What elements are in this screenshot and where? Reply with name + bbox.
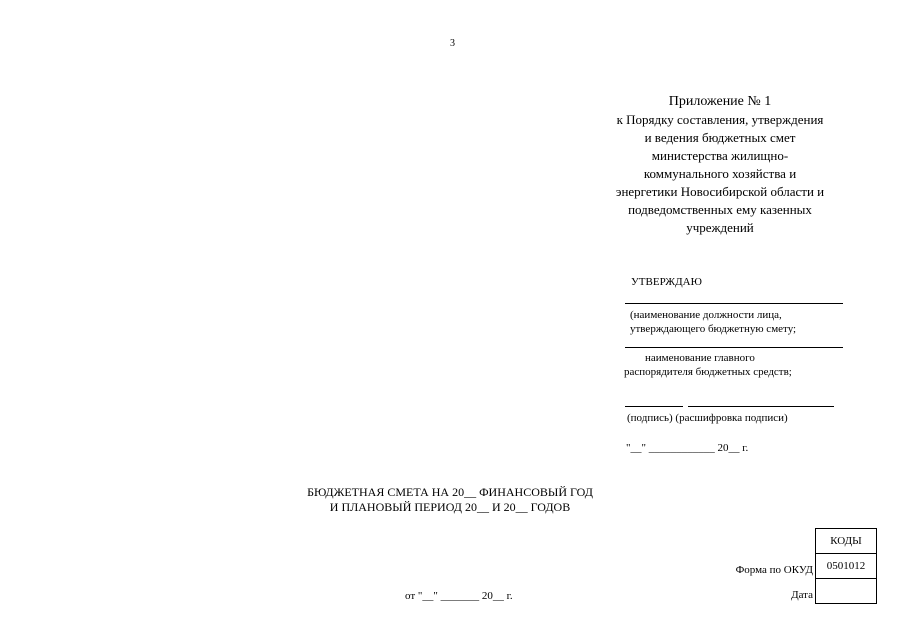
position-line — [625, 303, 843, 304]
appendix-line: энергетики Новосибирской области и — [615, 184, 825, 199]
codes-table — [815, 528, 877, 604]
date-label: Дата — [791, 589, 813, 601]
appendix-line: к Порядку составления, утверждения — [616, 112, 824, 127]
okud-code: 0501012 — [816, 554, 877, 579]
appendix-block — [590, 93, 850, 237]
manager-line — [625, 347, 843, 348]
okud-label: Форма по ОКУД — [735, 564, 813, 576]
document-date: от "__" _______ 20__ г. — [405, 590, 513, 602]
appendix-line: коммунального хозяйства и — [643, 166, 797, 181]
page-number: 3 — [450, 38, 455, 49]
appendix-line: и ведения бюджетных смет — [644, 130, 796, 145]
appendix-line: подведомственных ему казенных — [628, 202, 812, 217]
document-title-line: И ПЛАНОВЫЙ ПЕРИОД 20__ И 20__ ГОДОВ — [329, 500, 571, 514]
document-title-line: БЮДЖЕТНАЯ СМЕТА НА 20__ ФИНАНСОВЫЙ ГОД — [307, 485, 593, 499]
codes-header: КОДЫ — [816, 529, 877, 554]
date-code — [816, 579, 877, 604]
manager-caption: наименование главного — [645, 352, 755, 364]
signature-decoding-line — [688, 406, 834, 407]
signature-line — [625, 406, 683, 407]
appendix-line: учреждений — [686, 220, 754, 235]
appendix-line: министерства жилищно- — [651, 148, 789, 163]
approve-heading: УТВЕРЖДАЮ — [631, 276, 702, 288]
appendix-title: Приложение № 1 — [668, 94, 772, 109]
approval-date-line: "__" ____________ 20__ г. — [626, 442, 749, 454]
manager-caption: распорядителя бюджетных средств; — [624, 366, 792, 378]
position-caption: утверждающего бюджетную смету; — [630, 323, 797, 335]
document-title — [250, 485, 650, 515]
signature-caption: (подпись) (расшифровка подписи) — [627, 412, 788, 424]
position-caption: (наименование должности лица, — [630, 309, 782, 321]
